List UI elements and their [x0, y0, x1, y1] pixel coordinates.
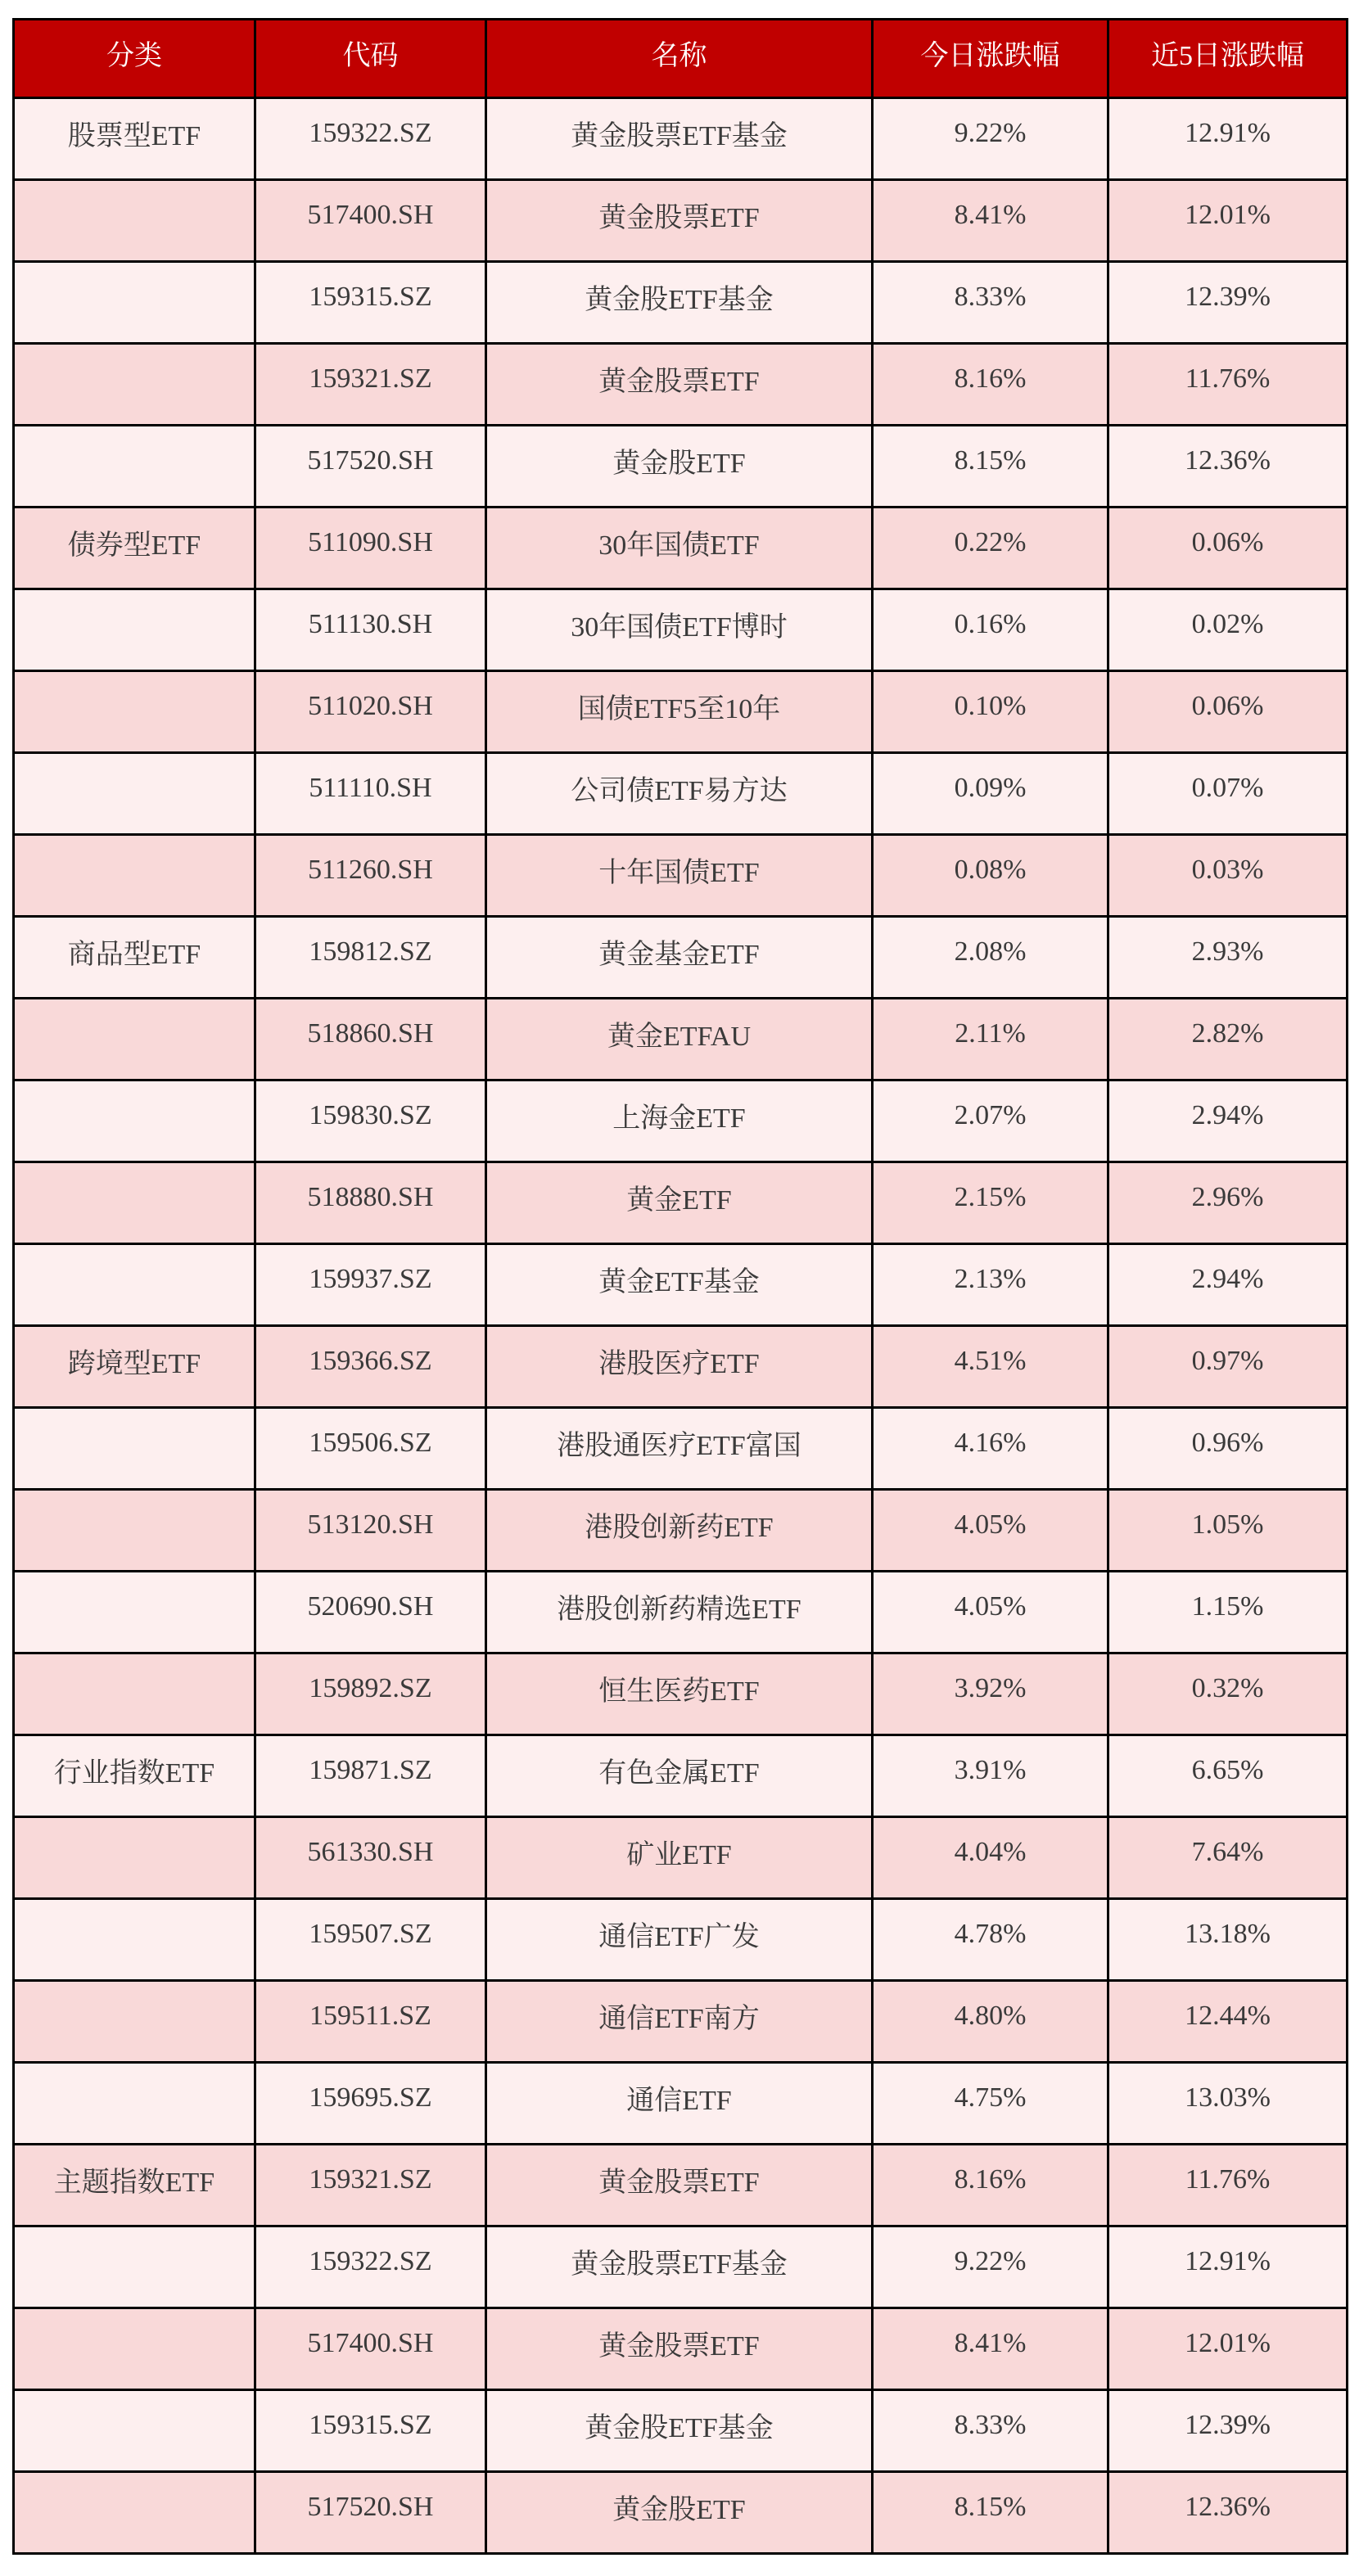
cell-category [14, 1244, 255, 1326]
cell-code: 159871.SZ [255, 1735, 486, 1817]
cell-code: 159511.SZ [255, 1981, 486, 2063]
cell-five-day-change: 12.39% [1108, 2390, 1348, 2472]
cell-code: 159322.SZ [255, 98, 486, 180]
cell-code: 561330.SH [255, 1817, 486, 1899]
cell-name: 黄金股票ETF [486, 344, 873, 426]
cell-category: 行业指数ETF [14, 1735, 255, 1817]
table-row [14, 180, 1348, 262]
cell-category [14, 589, 255, 671]
cell-category [14, 2390, 255, 2472]
cell-category [14, 1572, 255, 1653]
cell-today-change: 8.33% [873, 262, 1108, 344]
cell-five-day-change: 12.39% [1108, 262, 1348, 344]
table-row [14, 344, 1348, 426]
cell-today-change: 2.13% [873, 1244, 1108, 1326]
etf-table-container [12, 18, 1346, 2555]
cell-category [14, 1817, 255, 1899]
cell-category [14, 1981, 255, 2063]
header-code: 代码 [255, 20, 486, 98]
cell-five-day-change: 12.44% [1108, 1981, 1348, 2063]
cell-today-change: 4.78% [873, 1899, 1108, 1981]
table-row [14, 1162, 1348, 1244]
table-row [14, 2145, 1348, 2226]
cell-name: 港股医疗ETF [486, 1326, 873, 1408]
table-row [14, 262, 1348, 344]
table-row [14, 671, 1348, 753]
cell-code: 159315.SZ [255, 262, 486, 344]
cell-code: 511110.SH [255, 753, 486, 835]
cell-code: 518880.SH [255, 1162, 486, 1244]
cell-name: 黄金股票ETF [486, 180, 873, 262]
cell-name: 黄金股ETF [486, 2472, 873, 2554]
cell-five-day-change: 12.36% [1108, 426, 1348, 508]
cell-today-change: 3.91% [873, 1735, 1108, 1817]
cell-category [14, 1899, 255, 1981]
table-row [14, 1244, 1348, 1326]
cell-category [14, 262, 255, 344]
cell-today-change: 4.75% [873, 2063, 1108, 2145]
cell-five-day-change: 12.36% [1108, 2472, 1348, 2554]
table-row [14, 1981, 1348, 2063]
cell-five-day-change: 13.03% [1108, 2063, 1348, 2145]
cell-category [14, 344, 255, 426]
cell-category [14, 1162, 255, 1244]
cell-category [14, 1080, 255, 1162]
cell-code: 511090.SH [255, 508, 486, 589]
cell-name: 黄金股票ETF [486, 2145, 873, 2226]
cell-code: 511020.SH [255, 671, 486, 753]
cell-five-day-change: 0.07% [1108, 753, 1348, 835]
cell-today-change: 0.10% [873, 671, 1108, 753]
cell-today-change: 4.16% [873, 1408, 1108, 1490]
table-row [14, 1326, 1348, 1408]
cell-code: 159321.SZ [255, 344, 486, 426]
cell-today-change: 4.04% [873, 1817, 1108, 1899]
cell-category [14, 999, 255, 1080]
cell-code: 159315.SZ [255, 2390, 486, 2472]
table-row [14, 1080, 1348, 1162]
cell-code: 159892.SZ [255, 1653, 486, 1735]
cell-name: 黄金ETF [486, 1162, 873, 1244]
cell-today-change: 4.80% [873, 1981, 1108, 2063]
cell-today-change: 0.16% [873, 589, 1108, 671]
cell-today-change: 2.15% [873, 1162, 1108, 1244]
cell-code: 513120.SH [255, 1490, 486, 1572]
table-row [14, 2063, 1348, 2145]
table-row [14, 1817, 1348, 1899]
cell-today-change: 2.07% [873, 1080, 1108, 1162]
cell-category [14, 180, 255, 262]
cell-code: 517400.SH [255, 2308, 486, 2390]
cell-code: 159812.SZ [255, 917, 486, 999]
cell-name: 黄金股票ETF基金 [486, 2226, 873, 2308]
cell-five-day-change: 1.05% [1108, 1490, 1348, 1572]
cell-today-change: 0.22% [873, 508, 1108, 589]
cell-five-day-change: 0.96% [1108, 1408, 1348, 1490]
cell-name: 恒生医药ETF [486, 1653, 873, 1735]
cell-today-change: 4.05% [873, 1572, 1108, 1653]
cell-category: 商品型ETF [14, 917, 255, 999]
table-header [14, 20, 1348, 98]
cell-today-change: 8.16% [873, 344, 1108, 426]
table-row [14, 1653, 1348, 1735]
cell-today-change: 8.33% [873, 2390, 1108, 2472]
table-row [14, 426, 1348, 508]
cell-five-day-change: 2.94% [1108, 1080, 1348, 1162]
cell-five-day-change: 0.02% [1108, 589, 1348, 671]
cell-code: 520690.SH [255, 1572, 486, 1653]
cell-code: 159507.SZ [255, 1899, 486, 1981]
cell-five-day-change: 11.76% [1108, 2145, 1348, 2226]
header-category: 分类 [14, 20, 255, 98]
cell-five-day-change: 11.76% [1108, 344, 1348, 426]
cell-five-day-change: 12.01% [1108, 180, 1348, 262]
table-row [14, 753, 1348, 835]
table-row [14, 917, 1348, 999]
cell-category: 跨境型ETF [14, 1326, 255, 1408]
cell-name: 黄金股ETF基金 [486, 2390, 873, 2472]
cell-today-change: 9.22% [873, 2226, 1108, 2308]
table-row [14, 2472, 1348, 2554]
cell-five-day-change: 12.01% [1108, 2308, 1348, 2390]
table-row [14, 508, 1348, 589]
cell-code: 159695.SZ [255, 2063, 486, 2145]
cell-five-day-change: 13.18% [1108, 1899, 1348, 1981]
cell-name: 通信ETF广发 [486, 1899, 873, 1981]
cell-five-day-change: 0.06% [1108, 671, 1348, 753]
cell-name: 30年国债ETF [486, 508, 873, 589]
cell-name: 港股创新药精选ETF [486, 1572, 873, 1653]
cell-five-day-change: 0.06% [1108, 508, 1348, 589]
cell-five-day-change: 1.15% [1108, 1572, 1348, 1653]
cell-code: 159366.SZ [255, 1326, 486, 1408]
cell-code: 159506.SZ [255, 1408, 486, 1490]
cell-category [14, 2308, 255, 2390]
cell-code: 511130.SH [255, 589, 486, 671]
table-row [14, 1735, 1348, 1817]
cell-name: 黄金ETF基金 [486, 1244, 873, 1326]
table-row [14, 999, 1348, 1080]
cell-five-day-change: 0.03% [1108, 835, 1348, 917]
cell-name: 黄金股ETF [486, 426, 873, 508]
cell-code: 159830.SZ [255, 1080, 486, 1162]
cell-name: 黄金基金ETF [486, 917, 873, 999]
table-row [14, 1408, 1348, 1490]
cell-code: 517520.SH [255, 426, 486, 508]
cell-today-change: 4.05% [873, 1490, 1108, 1572]
table-row [14, 589, 1348, 671]
cell-category [14, 835, 255, 917]
cell-today-change: 2.08% [873, 917, 1108, 999]
cell-today-change: 0.08% [873, 835, 1108, 917]
cell-today-change: 8.41% [873, 180, 1108, 262]
cell-category [14, 1408, 255, 1490]
cell-today-change: 0.09% [873, 753, 1108, 835]
table-row [14, 2226, 1348, 2308]
cell-name: 黄金股票ETF [486, 2308, 873, 2390]
cell-name: 港股创新药ETF [486, 1490, 873, 1572]
cell-name: 上海金ETF [486, 1080, 873, 1162]
cell-five-day-change: 0.32% [1108, 1653, 1348, 1735]
cell-name: 港股通医疗ETF富国 [486, 1408, 873, 1490]
cell-name: 黄金ETFAU [486, 999, 873, 1080]
cell-five-day-change: 2.82% [1108, 999, 1348, 1080]
cell-five-day-change: 2.93% [1108, 917, 1348, 999]
cell-category [14, 426, 255, 508]
etf-table [12, 18, 1348, 2555]
cell-name: 黄金股票ETF基金 [486, 98, 873, 180]
cell-name: 矿业ETF [486, 1817, 873, 1899]
table-row [14, 2308, 1348, 2390]
header-today-change: 今日涨跌幅 [873, 20, 1108, 98]
cell-category [14, 2063, 255, 2145]
cell-today-change: 8.41% [873, 2308, 1108, 2390]
cell-five-day-change: 0.97% [1108, 1326, 1348, 1408]
cell-category [14, 1653, 255, 1735]
header-name: 名称 [486, 20, 873, 98]
table-row [14, 1899, 1348, 1981]
table-body [14, 98, 1348, 2554]
header-row [14, 20, 1348, 98]
cell-today-change: 9.22% [873, 98, 1108, 180]
table-row [14, 2390, 1348, 2472]
cell-today-change: 4.51% [873, 1326, 1108, 1408]
cell-name: 通信ETF南方 [486, 1981, 873, 2063]
cell-category [14, 2472, 255, 2554]
cell-code: 517520.SH [255, 2472, 486, 2554]
cell-category [14, 2226, 255, 2308]
cell-category [14, 753, 255, 835]
cell-code: 159322.SZ [255, 2226, 486, 2308]
cell-code: 159321.SZ [255, 2145, 486, 2226]
cell-five-day-change: 12.91% [1108, 2226, 1348, 2308]
cell-today-change: 2.11% [873, 999, 1108, 1080]
table-row [14, 1490, 1348, 1572]
cell-today-change: 8.15% [873, 426, 1108, 508]
cell-five-day-change: 2.96% [1108, 1162, 1348, 1244]
cell-name: 30年国债ETF博时 [486, 589, 873, 671]
cell-today-change: 8.16% [873, 2145, 1108, 2226]
cell-name: 十年国债ETF [486, 835, 873, 917]
cell-name: 通信ETF [486, 2063, 873, 2145]
cell-five-day-change: 12.91% [1108, 98, 1348, 180]
cell-category [14, 1490, 255, 1572]
cell-category [14, 671, 255, 753]
table-row [14, 1572, 1348, 1653]
cell-name: 国债ETF5至10年 [486, 671, 873, 753]
cell-category: 股票型ETF [14, 98, 255, 180]
cell-today-change: 8.15% [873, 2472, 1108, 2554]
header-five-day-change: 近5日涨跌幅 [1108, 20, 1348, 98]
cell-five-day-change: 7.64% [1108, 1817, 1348, 1899]
cell-name: 公司债ETF易方达 [486, 753, 873, 835]
table-row [14, 835, 1348, 917]
cell-five-day-change: 2.94% [1108, 1244, 1348, 1326]
cell-five-day-change: 6.65% [1108, 1735, 1348, 1817]
cell-code: 511260.SH [255, 835, 486, 917]
cell-category: 主题指数ETF [14, 2145, 255, 2226]
cell-code: 159937.SZ [255, 1244, 486, 1326]
cell-today-change: 3.92% [873, 1653, 1108, 1735]
cell-code: 517400.SH [255, 180, 486, 262]
cell-name: 有色金属ETF [486, 1735, 873, 1817]
cell-code: 518860.SH [255, 999, 486, 1080]
cell-name: 黄金股ETF基金 [486, 262, 873, 344]
cell-category: 债券型ETF [14, 508, 255, 589]
table-row [14, 98, 1348, 180]
